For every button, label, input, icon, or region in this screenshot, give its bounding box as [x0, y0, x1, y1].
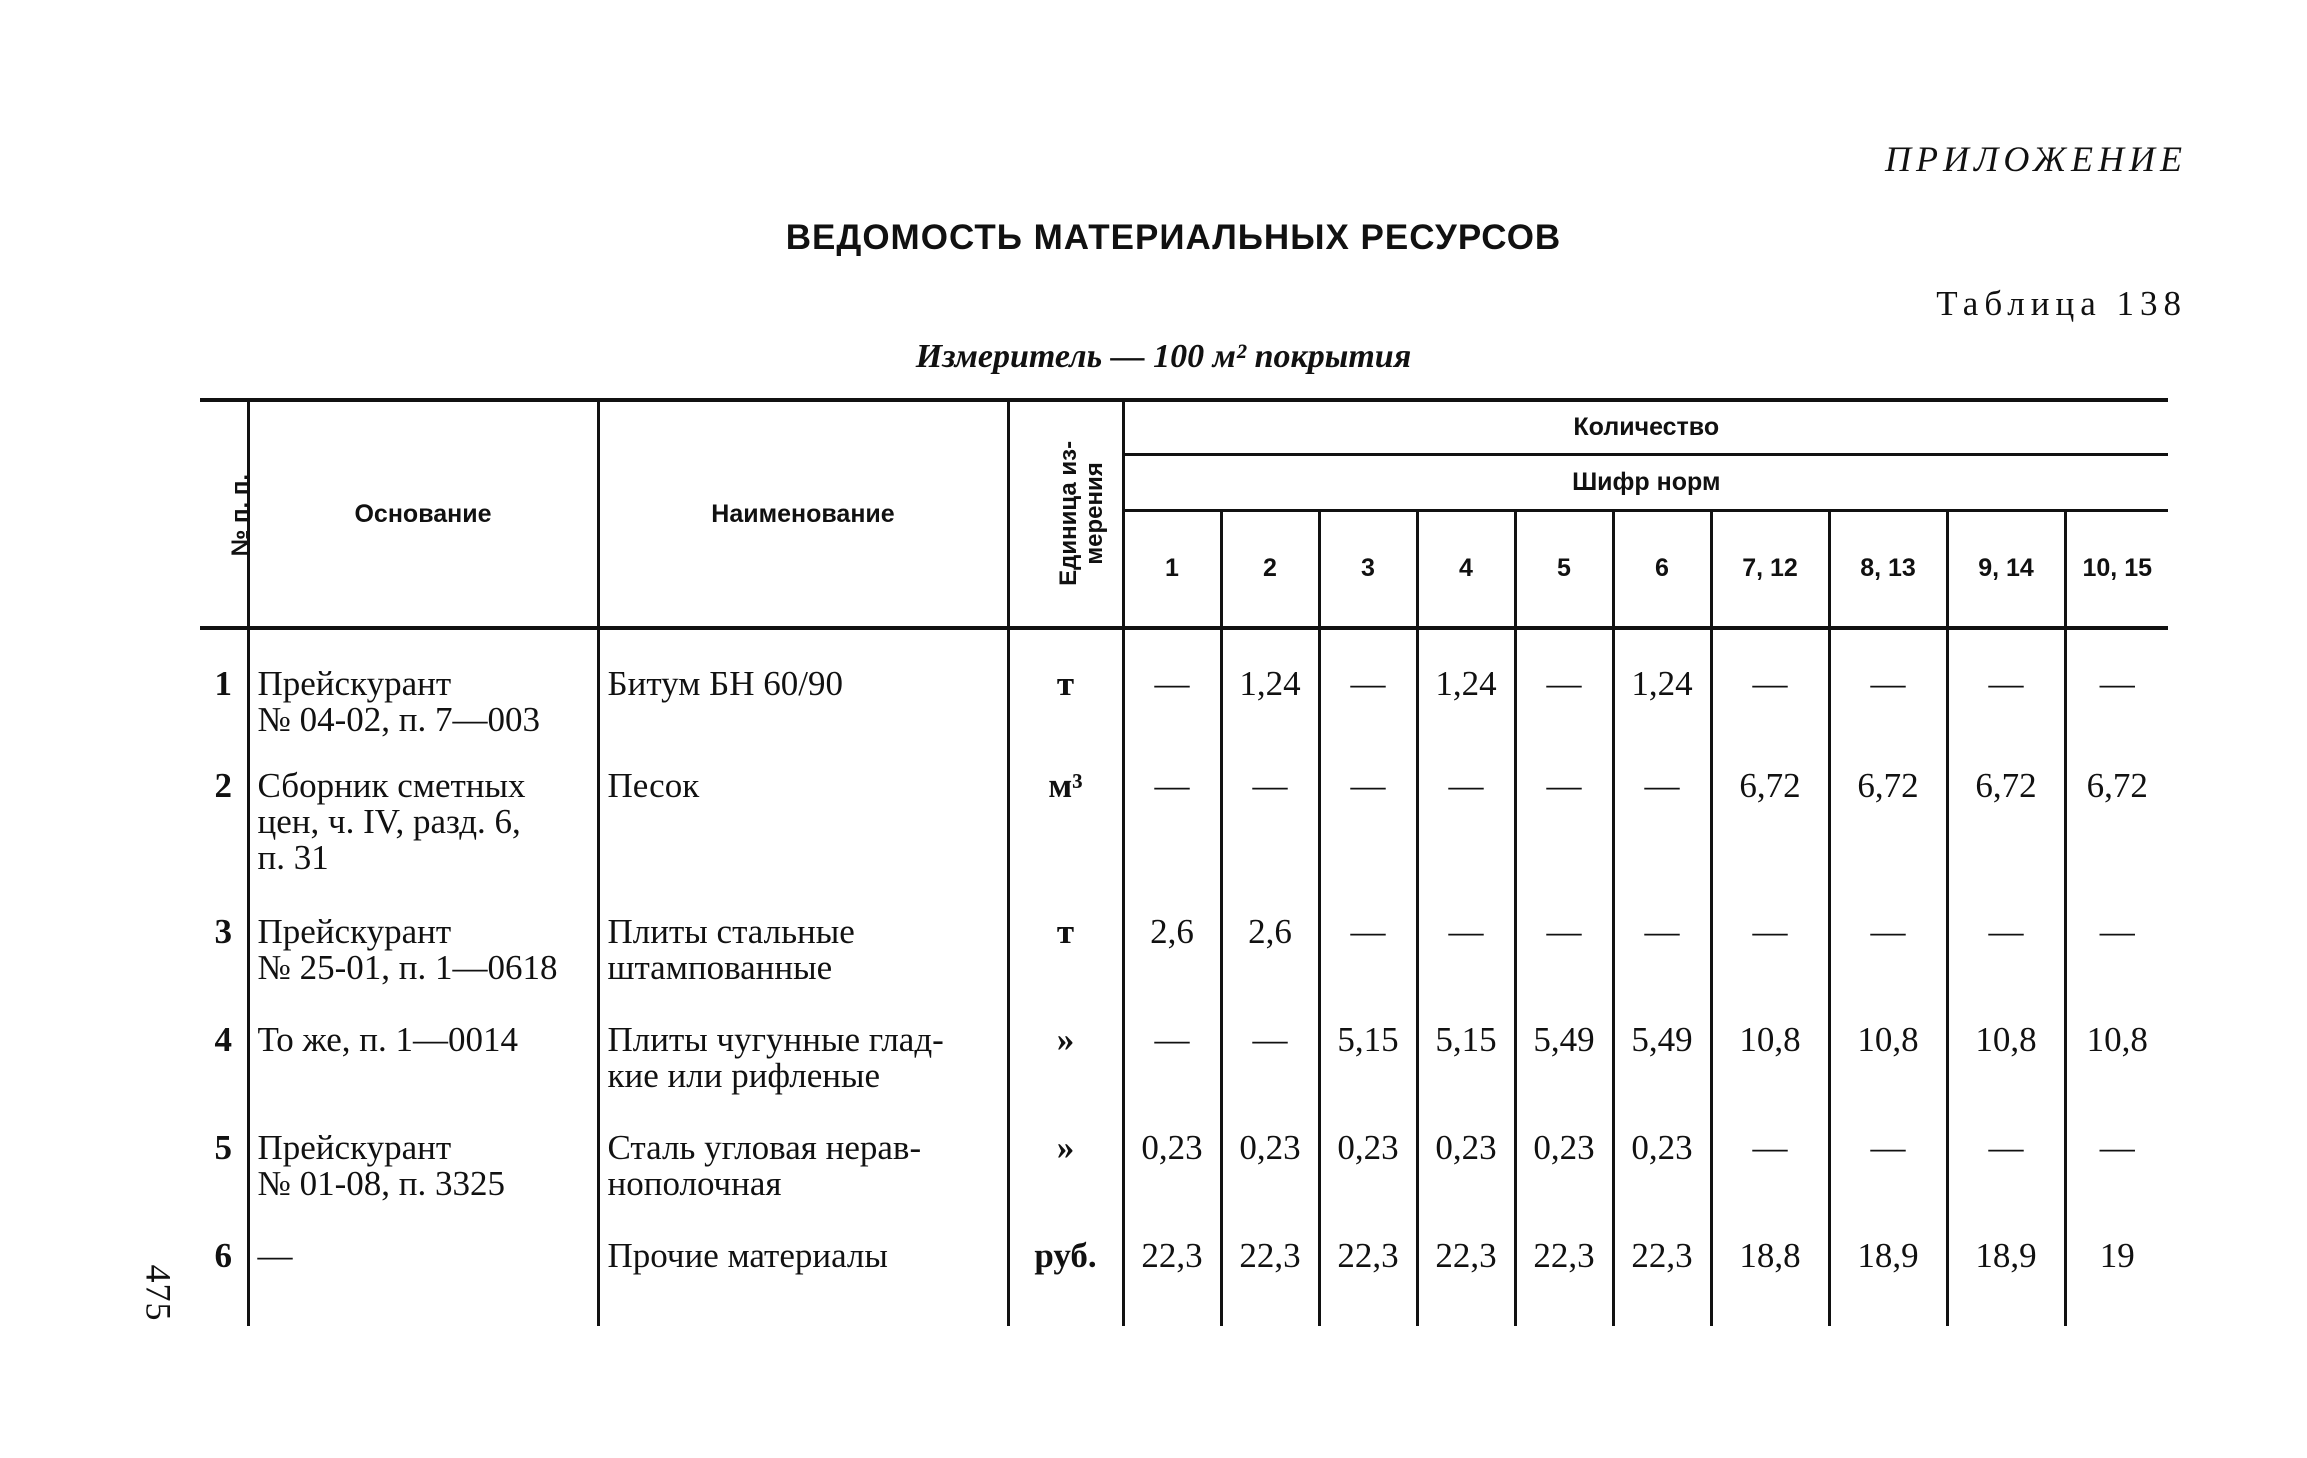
row-value: —	[2065, 1108, 2168, 1216]
header-unit-text: Единица из- мерения	[1054, 441, 1108, 587]
row-value: —	[1123, 628, 1221, 746]
row-name: Прочие материалы	[598, 1216, 1008, 1326]
row-value: 0,23	[1319, 1108, 1417, 1216]
row-basis: Прейскурант № 01-08, п. 3325	[248, 1108, 598, 1216]
header-code-col: 10, 15	[2065, 510, 2168, 628]
row-basis: Сборник сметных цен, ч. IV, разд. 6, п. 31	[248, 746, 598, 892]
row-value: —	[1613, 892, 1711, 1000]
row-value: 18,8	[1711, 1216, 1829, 1326]
row-value: 18,9	[1947, 1216, 2065, 1326]
row-value: 5,49	[1515, 1000, 1613, 1108]
row-value: —	[1947, 628, 2065, 746]
row-value: 0,23	[1613, 1108, 1711, 1216]
row-value: —	[1221, 746, 1319, 892]
row-value: —	[1947, 1108, 2065, 1216]
header-code-col: 5	[1515, 510, 1613, 628]
row-number: 6	[200, 1216, 248, 1326]
resources-table	[200, 398, 2168, 1326]
row-unit: »	[1008, 1108, 1123, 1216]
row-value: —	[1123, 746, 1221, 892]
row-value: —	[1711, 628, 1829, 746]
header-code-col: 8, 13	[1829, 510, 1947, 628]
row-value: 22,3	[1123, 1216, 1221, 1326]
row-number: 3	[200, 892, 248, 1000]
row-unit: »	[1008, 1000, 1123, 1108]
row-value: —	[1829, 1108, 1947, 1216]
row-value: —	[1711, 1108, 1829, 1216]
row-value: —	[1947, 892, 2065, 1000]
row-value: —	[1417, 892, 1515, 1000]
row-value: 22,3	[1613, 1216, 1711, 1326]
row-value: 10,8	[1829, 1000, 1947, 1108]
table-body	[200, 628, 2168, 1326]
table-number: Таблица 138	[1936, 284, 2187, 323]
row-value: —	[2065, 892, 2168, 1000]
row-name: Плиты чугунные глад- кие или рифленые	[598, 1000, 1008, 1108]
row-value: 6,72	[1829, 746, 1947, 892]
row-name: Сталь угловая нерав- нополочная	[598, 1108, 1008, 1216]
row-basis: —	[248, 1216, 598, 1326]
table-row	[200, 628, 2168, 746]
row-value: 5,15	[1417, 1000, 1515, 1108]
row-value: 2,6	[1123, 892, 1221, 1000]
header-code-col: 2	[1221, 510, 1319, 628]
row-value: —	[1123, 1000, 1221, 1108]
row-unit: т	[1008, 628, 1123, 746]
row-value: 22,3	[1319, 1216, 1417, 1326]
row-value: 1,24	[1613, 628, 1711, 746]
row-value: 6,72	[2065, 746, 2168, 892]
row-number: 2	[200, 746, 248, 892]
row-value: 18,9	[1829, 1216, 1947, 1326]
row-number: 5	[200, 1108, 248, 1216]
row-value: —	[1711, 892, 1829, 1000]
row-value: 1,24	[1221, 628, 1319, 746]
row-value: —	[1319, 746, 1417, 892]
header-quantity: Количество	[1123, 400, 2168, 454]
row-value: 6,72	[1711, 746, 1829, 892]
row-value: 5,49	[1613, 1000, 1711, 1108]
row-value: 22,3	[1417, 1216, 1515, 1326]
row-value: 22,3	[1515, 1216, 1613, 1326]
row-name: Песок	[598, 746, 1008, 892]
row-value: 19	[2065, 1216, 2168, 1326]
measure-unit: Измеритель — 100 м² покрытия	[915, 338, 1412, 375]
row-value: —	[1829, 892, 1947, 1000]
document-title: ВЕДОМОСТЬ МАТЕРИАЛЬНЫХ РЕСУРСОВ	[785, 218, 1562, 257]
row-value: 0,23	[1221, 1108, 1319, 1216]
header-codes: Шифр норм	[1123, 454, 2168, 510]
header-basis: Основание	[248, 400, 598, 628]
header-unit	[1008, 400, 1123, 628]
header-code-col: 3	[1319, 510, 1417, 628]
row-value: —	[1319, 628, 1417, 746]
table-row	[200, 1216, 2168, 1326]
row-value: 10,8	[2065, 1000, 2168, 1108]
table-row	[200, 746, 2168, 892]
header-code-col: 1	[1123, 510, 1221, 628]
row-value: —	[1417, 746, 1515, 892]
table-row	[200, 1108, 2168, 1216]
row-value: —	[1829, 628, 1947, 746]
row-value: —	[2065, 628, 2168, 746]
row-value: 10,8	[1947, 1000, 2065, 1108]
row-value: —	[1515, 892, 1613, 1000]
row-value: —	[1319, 892, 1417, 1000]
header-num-text: № п. п.	[227, 473, 255, 556]
header-code-col: 6	[1613, 510, 1711, 628]
row-name: Плиты стальные штампованные	[598, 892, 1008, 1000]
row-value: —	[1221, 1000, 1319, 1108]
row-value: 0,23	[1515, 1108, 1613, 1216]
row-value: 6,72	[1947, 746, 2065, 892]
row-value: —	[1515, 746, 1613, 892]
row-basis: Прейскурант № 04-02, п. 7—003	[248, 628, 598, 746]
row-number: 4	[200, 1000, 248, 1108]
row-name: Битум БН 60/90	[598, 628, 1008, 746]
row-value: 22,3	[1221, 1216, 1319, 1326]
row-unit: руб.	[1008, 1216, 1123, 1326]
header-num	[200, 400, 255, 628]
row-value: 2,6	[1221, 892, 1319, 1000]
row-unit: м³	[1008, 746, 1123, 892]
row-basis: То же, п. 1—0014	[248, 1000, 598, 1108]
row-value: 0,23	[1417, 1108, 1515, 1216]
row-value: —	[1515, 628, 1613, 746]
header-code-col: 4	[1417, 510, 1515, 628]
row-value: 5,15	[1319, 1000, 1417, 1108]
header-name: Наименование	[598, 400, 1008, 628]
table-row	[200, 892, 2168, 1000]
row-value: 0,23	[1123, 1108, 1221, 1216]
page-number: 475	[138, 1264, 179, 1322]
row-basis: Прейскурант № 25-01, п. 1—0618	[248, 892, 598, 1000]
header-code-col: 9, 14	[1947, 510, 2065, 628]
appendix-label: ПРИЛОЖЕНИЕ	[1885, 139, 2187, 179]
header-code-col: 7, 12	[1711, 510, 1829, 628]
row-value: —	[1613, 746, 1711, 892]
row-unit: т	[1008, 892, 1123, 1000]
table-row	[200, 1000, 2168, 1108]
row-value: 10,8	[1711, 1000, 1829, 1108]
row-value: 1,24	[1417, 628, 1515, 746]
row-number: 1	[200, 628, 248, 746]
